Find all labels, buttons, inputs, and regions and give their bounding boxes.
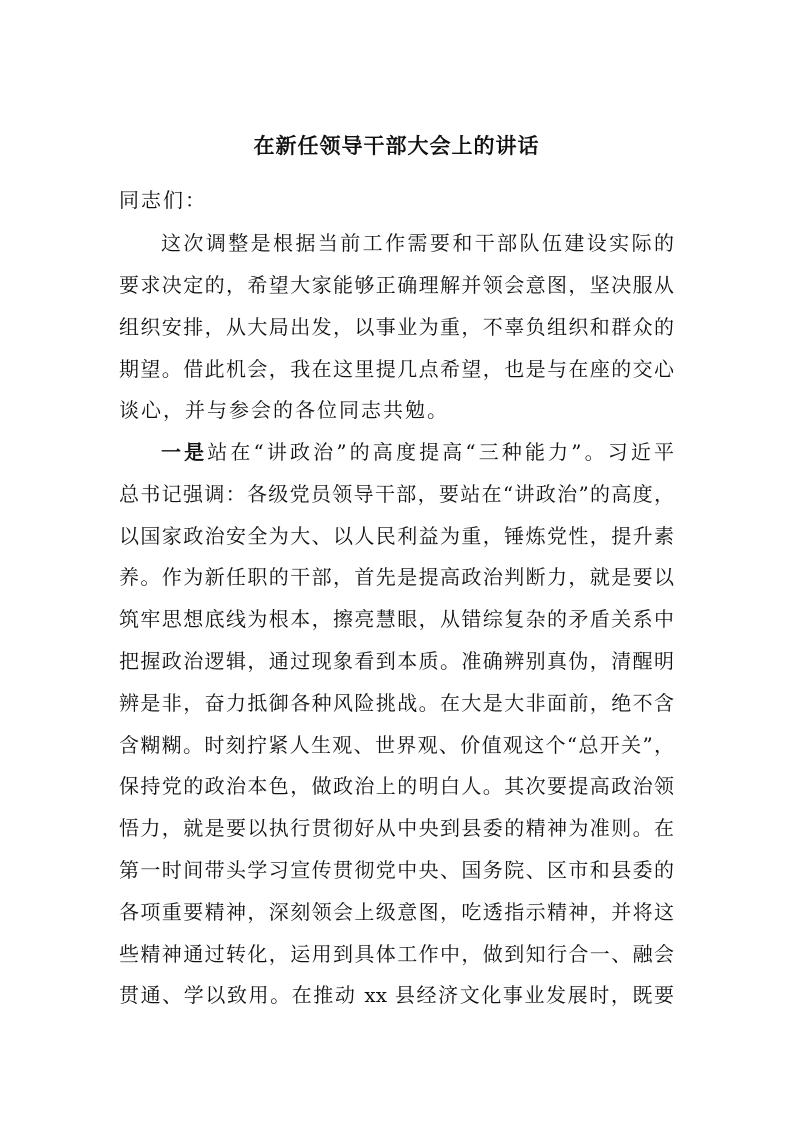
document-title: 在新任领导干部大会上的讲话 [253, 133, 540, 158]
paragraph-2-line-12: 各项重要精神，深刻领会上级意图，吃透指示精神，并将这 [119, 900, 674, 924]
paragraph-2-line-4: 养。作为新任职的干部，首先是提高政治判断力，就是要以 [119, 565, 674, 589]
paragraph-2-line-8: 含糊糊。时刻拧紧人生观、世界观、价值观这个“总开关”， [119, 733, 674, 757]
paragraph-2-line-9: 保持党的政治本色，做政治上的明白人。其次要提高政治领 [119, 774, 674, 798]
paragraph-2-line-7: 辨是非，奋力抵御各种风险挑战。在大是大非面前，绝不含 [119, 691, 674, 715]
paragraph-2-line-3: 以国家政治安全为大、以人民利益为重，锤炼党性，提升素 [119, 524, 674, 548]
paragraph-2-lead: 一是 [161, 440, 208, 464]
paragraph-2-line-5: 筑牢思想底线为根本，擦亮慧眼，从错综复杂的矛盾关系中 [119, 607, 674, 631]
paragraph-2-first-rest: 站在“讲政治”的高度提高“三种能力”。习近平 [207, 440, 675, 464]
paragraph-2-line-14: 贯通、学以致用。在推动 xx 县经济文化事业发展时，既要 [119, 983, 674, 1007]
salutation: 同志们： [119, 188, 207, 212]
paragraph-2-line-2: 总书记强调：各级党员领导干部，要站在“讲政治”的高度， [119, 482, 674, 506]
paragraph-1-line-3: 组织安排，从大局出发，以事业为重，不辜负组织和群众的 [119, 315, 674, 339]
paragraph-2-line-1 [161, 437, 674, 467]
paragraph-1-line-1: 这次调整是根据当前工作需要和干部队伍建设实际的 [161, 231, 674, 255]
paragraph-2-line-13: 些精神通过转化，运用到具体工作中，做到知行合一、融会 [119, 942, 674, 966]
paragraph-2-line-6: 把握政治逻辑，通过现象看到本质。准确辨别真伪，清醒明 [119, 649, 674, 673]
paragraph-1-line-5: 谈心，并与参会的各位同志共勉。 [119, 398, 449, 422]
paragraph-2-line-10: 悟力，就是要以执行贯彻好从中央到县委的精神为准则。在 [119, 816, 674, 840]
paragraph-1-line-4: 期望。借此机会，我在这里提几点希望，也是与在座的交心 [119, 357, 674, 381]
paragraph-1-line-2: 要求决定的，希望大家能够正确理解并领会意图，坚决服从 [119, 273, 674, 297]
paragraph-2-line-11: 第一时间带头学习宣传贯彻党中央、国务院、区市和县委的 [119, 858, 674, 882]
